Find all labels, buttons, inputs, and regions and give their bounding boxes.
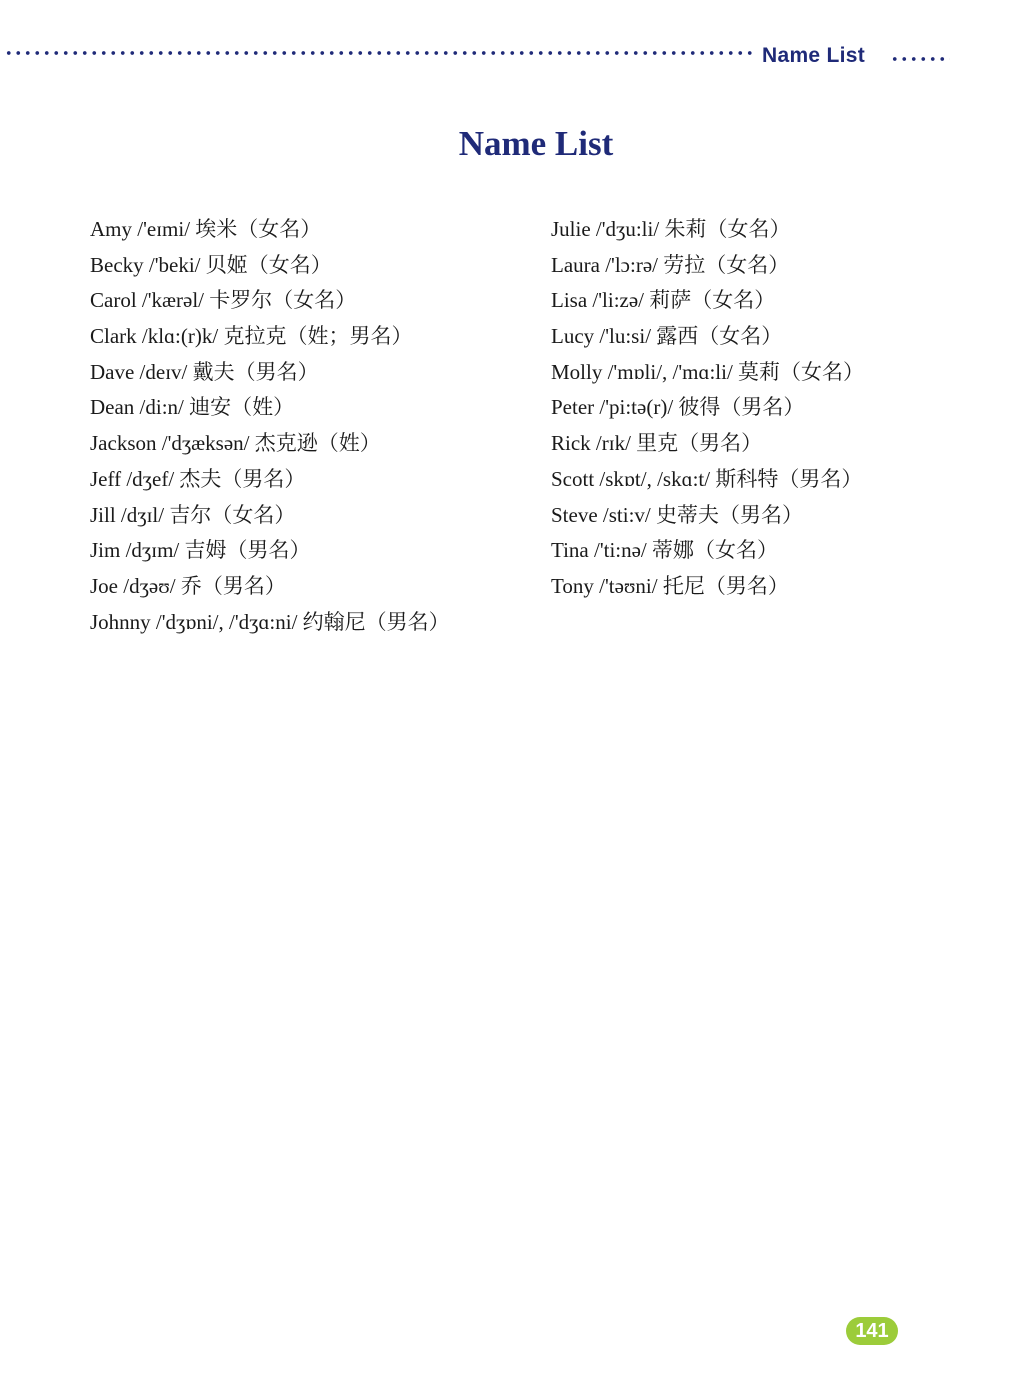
page-title: Name List [458, 124, 614, 163]
name-entry: Jill /dʒɪl/ 吉尔（女名） [90, 502, 296, 527]
name-entry: Jim /dʒɪm/ 吉姆（男名） [90, 538, 311, 563]
name-entry: Molly /'mɒli/, /'mɑ:li/ 莫莉（女名） [551, 359, 865, 384]
name-entry: Carol /'kærəl/ 卡罗尔（女名） [90, 288, 357, 313]
name-entry: Dean /di:n/ 迪安（姓） [90, 395, 295, 420]
name-entry: Laura /'lɔ:rə/ 劳拉（女名） [551, 252, 790, 277]
name-entry: Lisa /'li:zə/ 莉萨（女名） [551, 288, 776, 313]
name-entry: Amy /'eɪmi/ 埃米（女名） [90, 217, 322, 241]
name-entry: Peter /'pi:tə(r)/ 彼得（男名） [551, 395, 805, 420]
name-entry: Steve /sti:v/ 史蒂夫（男名） [551, 502, 803, 527]
page-number-badge: 141 [846, 1317, 898, 1345]
name-entry: Lucy /'lu:si/ 露西（女名） [551, 324, 783, 349]
name-entry: Johnny /'dʒɒni/, /'dʒɑ:ni/ 约翰尼（男名） [90, 609, 450, 634]
name-entry: Jeff /dʒef/ 杰夫（男名） [90, 466, 306, 491]
name-entry: Julie /'dʒu:li/ 朱莉（女名） [551, 217, 791, 241]
name-entry: Dave /deɪv/ 戴夫（男名） [90, 359, 319, 384]
name-entry: Clark /klɑ:(r)k/ 克拉克（姓；男名） [90, 324, 413, 349]
name-entry: Rick /rɪk/ 里克（男名） [551, 431, 763, 456]
name-entry: Joe /dʒəʊ/ 乔（男名） [90, 573, 286, 598]
name-entry: Scott /skɒt/, /skɑ:t/ 斯科特（男名） [551, 466, 863, 491]
header-dotted-rule [4, 49, 756, 57]
name-entry: Tony /'təʊni/ 托尼（男名） [551, 573, 789, 598]
name-list-right-column [551, 212, 864, 605]
name-entry: Jackson /'dʒæksən/ 杰克逊（姓） [90, 431, 381, 456]
name-list-left-column [90, 212, 450, 640]
name-entry: Tina /'ti:nə/ 蒂娜（女名） [551, 538, 779, 563]
name-entry: Becky /'beki/ 贝姬（女名） [90, 252, 332, 277]
running-header: Name List [762, 44, 866, 67]
header-dotted-rule-tail [890, 55, 950, 63]
